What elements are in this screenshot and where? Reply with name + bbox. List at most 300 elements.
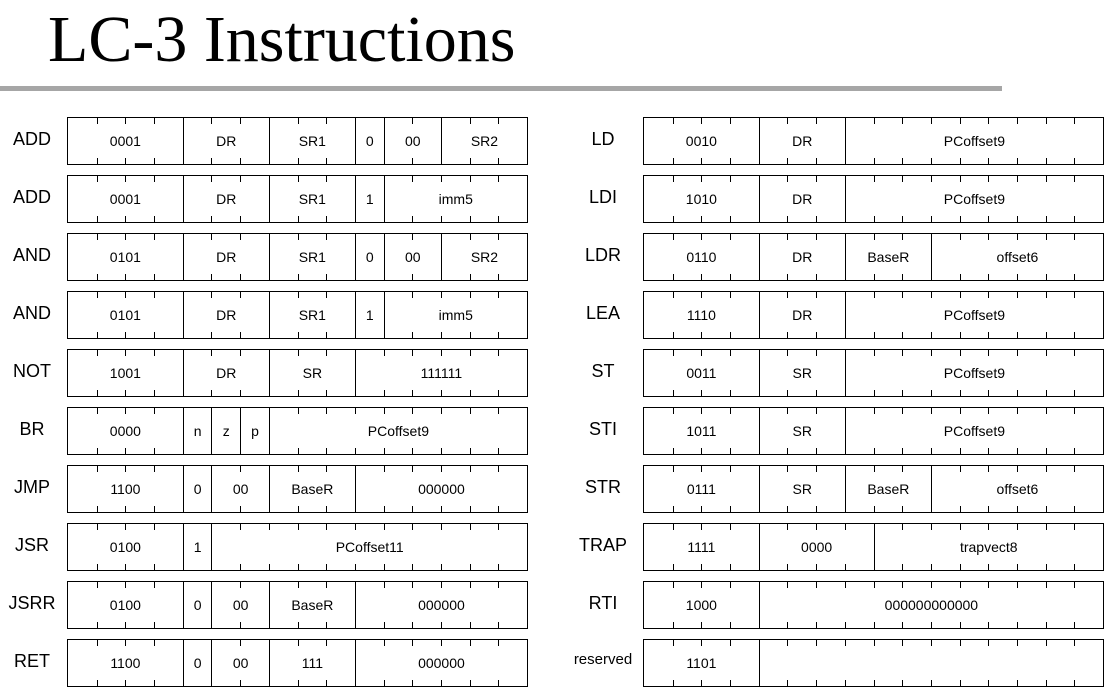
bit-field: imm5 (384, 176, 527, 222)
instruction-encoding-row (643, 581, 1104, 629)
instruction-name: RTI (588, 593, 618, 613)
bit-field: PCoffset9 (845, 292, 1103, 338)
bit-tick (125, 176, 126, 182)
bit-tick (211, 332, 212, 338)
bit-tick (960, 640, 961, 646)
bit-tick (988, 350, 989, 356)
bit-tick (326, 176, 327, 182)
bit-field: 0 (183, 582, 212, 628)
bit-tick (787, 390, 788, 396)
bit-tick (412, 390, 413, 396)
bit-field: DR (183, 350, 269, 396)
bit-tick (1017, 216, 1018, 222)
bit-field: DR (759, 118, 845, 164)
bit-tick (384, 274, 385, 280)
bit-tick (441, 274, 442, 280)
bit-tick (326, 622, 327, 628)
bit-tick (960, 466, 961, 472)
bit-tick (1046, 274, 1047, 280)
bit-tick (902, 640, 903, 646)
bit-tick (441, 680, 442, 686)
bit-tick (673, 176, 674, 182)
bit-tick (988, 582, 989, 588)
bit-tick (211, 176, 212, 182)
bit-tick (470, 680, 471, 686)
bit-tick (355, 118, 356, 124)
bit-tick (269, 564, 270, 570)
bit-field: SR (759, 408, 845, 454)
bit-tick (787, 216, 788, 222)
bit-tick (240, 582, 241, 588)
bit-tick (902, 680, 903, 686)
bit-tick (1074, 118, 1075, 124)
bit-tick (902, 622, 903, 628)
bit-tick (355, 506, 356, 512)
bit-tick (874, 524, 875, 530)
bit-tick (874, 390, 875, 396)
bit-tick (902, 390, 903, 396)
bit-tick (988, 680, 989, 686)
bit-tick (730, 524, 731, 530)
bit-field: BaseR (269, 582, 355, 628)
bit-tick (154, 216, 155, 222)
bit-tick (1074, 564, 1075, 570)
bit-tick (960, 332, 961, 338)
bit-tick (960, 274, 961, 280)
bit-field: DR (759, 234, 845, 280)
bit-tick (240, 622, 241, 628)
bit-tick (931, 118, 932, 124)
bit-tick (97, 332, 98, 338)
bit-tick (988, 408, 989, 414)
bit-tick (125, 564, 126, 570)
bit-tick (845, 274, 846, 280)
bit-tick (441, 564, 442, 570)
bit-tick (355, 448, 356, 454)
bit-tick (787, 524, 788, 530)
bit-field: 1000 (685, 597, 717, 613)
bit-tick (845, 582, 846, 588)
bit-field: 0111 (686, 481, 716, 497)
bit-tick (902, 118, 903, 124)
bit-tick (154, 234, 155, 240)
bit-tick (384, 350, 385, 356)
bit-tick (960, 292, 961, 298)
bit-tick (269, 506, 270, 512)
bit-field: DR (759, 176, 845, 222)
bit-tick (988, 564, 989, 570)
bit-tick (355, 582, 356, 588)
bit-tick (125, 332, 126, 338)
bit-field: SR1 (269, 292, 355, 338)
bit-tick (931, 582, 932, 588)
bit-tick (988, 234, 989, 240)
bit-tick (240, 292, 241, 298)
bit-field: 00 (211, 466, 268, 512)
bit-tick (97, 640, 98, 646)
bit-tick (183, 506, 184, 512)
bit-tick (701, 332, 702, 338)
bit-tick (211, 390, 212, 396)
bit-tick (845, 332, 846, 338)
title-divider (0, 86, 1002, 91)
bit-tick (326, 582, 327, 588)
bit-tick (326, 408, 327, 414)
bit-field: 0 (355, 118, 384, 164)
bit-tick (97, 466, 98, 472)
bit-tick (931, 234, 932, 240)
instruction-encoding-row (67, 291, 528, 339)
bit-field: SR1 (269, 234, 355, 280)
bit-tick (1046, 176, 1047, 182)
bit-tick (730, 640, 731, 646)
instruction-name: NOT (13, 361, 51, 381)
bit-tick (412, 524, 413, 530)
bit-field: PCoffset9 (269, 408, 527, 454)
bit-tick (931, 680, 932, 686)
bit-tick (154, 524, 155, 530)
instruction-encoding-row (643, 291, 1104, 339)
bit-tick (931, 640, 932, 646)
bit-tick (988, 176, 989, 182)
bit-tick (298, 564, 299, 570)
bit-tick (1017, 466, 1018, 472)
bit-tick (269, 332, 270, 338)
bit-tick (298, 680, 299, 686)
bit-tick (701, 292, 702, 298)
bit-field: 000000 (355, 582, 527, 628)
bit-tick (701, 448, 702, 454)
bit-tick (498, 506, 499, 512)
bit-tick (673, 118, 674, 124)
bit-tick (298, 118, 299, 124)
bit-tick (355, 332, 356, 338)
bit-tick (874, 274, 875, 280)
instruction-name: JSR (14, 535, 49, 555)
bit-tick (730, 564, 731, 570)
bit-tick (498, 564, 499, 570)
bit-tick (1046, 448, 1047, 454)
bit-tick (988, 640, 989, 646)
bit-tick (960, 564, 961, 570)
bit-tick (326, 680, 327, 686)
bit-tick (211, 350, 212, 356)
bit-tick (211, 680, 212, 686)
bit-field: 0100 (109, 539, 141, 555)
bit-tick (97, 622, 98, 628)
bit-tick (845, 216, 846, 222)
instruction-encoding-row (67, 117, 528, 165)
bit-tick (759, 234, 760, 240)
instruction-name: RET (14, 651, 50, 671)
bit-tick (211, 564, 212, 570)
bit-field: 111 (269, 640, 355, 686)
bit-field: 0101 (109, 307, 141, 323)
bit-tick (759, 176, 760, 182)
bit-tick (787, 158, 788, 164)
bit-tick (498, 274, 499, 280)
bit-tick (1074, 292, 1075, 298)
bit-tick (988, 274, 989, 280)
bit-tick (470, 506, 471, 512)
bit-tick (1017, 234, 1018, 240)
bit-tick (441, 582, 442, 588)
bit-tick (412, 582, 413, 588)
bit-field: PCoffset9 (845, 350, 1103, 396)
bit-tick (269, 234, 270, 240)
bit-tick (326, 292, 327, 298)
bit-field: DR (183, 176, 269, 222)
bit-tick (960, 176, 961, 182)
bit-tick (673, 350, 674, 356)
bit-tick (269, 158, 270, 164)
bit-tick (384, 118, 385, 124)
bit-tick (470, 176, 471, 182)
bit-tick (441, 622, 442, 628)
bit-field: p (240, 408, 269, 454)
bit-tick (498, 350, 499, 356)
bit-tick (960, 158, 961, 164)
bit-tick (759, 274, 760, 280)
instruction-encoding-row (643, 175, 1104, 223)
bit-tick (787, 466, 788, 472)
bit-tick (730, 622, 731, 628)
bit-tick (874, 680, 875, 686)
bit-tick (154, 118, 155, 124)
bit-tick (211, 158, 212, 164)
bit-tick (154, 176, 155, 182)
bit-field: SR1 (269, 176, 355, 222)
bit-tick (902, 332, 903, 338)
bit-tick (845, 118, 846, 124)
bit-tick (183, 274, 184, 280)
bit-tick (759, 524, 760, 530)
instruction-encoding-row (67, 407, 528, 455)
bit-tick (673, 524, 674, 530)
bit-tick (412, 408, 413, 414)
bit-tick (673, 506, 674, 512)
bit-tick (470, 564, 471, 570)
bit-tick (125, 640, 126, 646)
bit-tick (269, 448, 270, 454)
bit-field: 00 (211, 582, 268, 628)
bit-tick (441, 350, 442, 356)
bit-tick (154, 680, 155, 686)
bit-tick (960, 524, 961, 530)
bit-tick (183, 524, 184, 530)
bit-tick (154, 274, 155, 280)
bit-tick (759, 216, 760, 222)
bit-tick (701, 466, 702, 472)
bit-field: SR2 (441, 234, 527, 280)
bit-field: BaseR (269, 466, 355, 512)
bit-tick (298, 234, 299, 240)
bit-tick (412, 118, 413, 124)
bit-tick (673, 448, 674, 454)
bit-tick (816, 158, 817, 164)
bit-tick (326, 564, 327, 570)
bit-tick (902, 466, 903, 472)
bit-tick (498, 680, 499, 686)
bit-tick (298, 292, 299, 298)
bit-tick (154, 332, 155, 338)
bit-tick (470, 292, 471, 298)
bit-tick (1046, 622, 1047, 628)
bit-tick (730, 466, 731, 472)
bit-tick (988, 216, 989, 222)
bit-tick (240, 332, 241, 338)
bit-tick (412, 332, 413, 338)
bit-tick (412, 176, 413, 182)
bit-tick (845, 390, 846, 396)
bit-tick (787, 622, 788, 628)
bit-tick (902, 176, 903, 182)
bit-tick (874, 176, 875, 182)
bit-tick (154, 622, 155, 628)
instruction-name: ADD (12, 129, 51, 149)
bit-tick (298, 448, 299, 454)
bit-tick (125, 524, 126, 530)
bit-tick (845, 292, 846, 298)
bit-tick (874, 158, 875, 164)
bit-tick (384, 176, 385, 182)
bit-tick (154, 408, 155, 414)
bit-tick (355, 564, 356, 570)
bit-tick (730, 582, 731, 588)
bit-tick (441, 292, 442, 298)
bit-tick (97, 390, 98, 396)
bit-tick (240, 390, 241, 396)
bit-tick (730, 408, 731, 414)
bit-tick (673, 582, 674, 588)
bit-tick (902, 506, 903, 512)
bit-tick (441, 506, 442, 512)
bit-tick (1074, 274, 1075, 280)
bit-tick (269, 118, 270, 124)
bit-tick (154, 564, 155, 570)
bit-tick (787, 564, 788, 570)
bit-field: 0000 (759, 524, 874, 570)
bit-tick (355, 292, 356, 298)
bit-tick (470, 274, 471, 280)
bit-tick (759, 158, 760, 164)
bit-tick (470, 332, 471, 338)
bit-tick (673, 680, 674, 686)
bit-tick (240, 466, 241, 472)
bit-tick (183, 640, 184, 646)
bit-tick (701, 234, 702, 240)
bit-tick (988, 466, 989, 472)
bit-tick (1074, 408, 1075, 414)
bit-tick (97, 506, 98, 512)
bit-field: 0100 (109, 597, 141, 613)
bit-tick (701, 680, 702, 686)
bit-tick (1017, 640, 1018, 646)
bit-tick (498, 448, 499, 454)
bit-tick (412, 466, 413, 472)
bit-tick (183, 680, 184, 686)
bit-tick (240, 350, 241, 356)
bit-tick (1046, 466, 1047, 472)
bit-tick (211, 622, 212, 628)
bit-tick (1074, 640, 1075, 646)
bit-tick (730, 332, 731, 338)
bit-field: z (211, 408, 240, 454)
bit-tick (730, 448, 731, 454)
instruction-name: JMP (14, 477, 50, 497)
bit-tick (498, 332, 499, 338)
bit-tick (816, 680, 817, 686)
bit-tick (97, 448, 98, 454)
bit-tick (931, 292, 932, 298)
bit-tick (931, 408, 932, 414)
bit-tick (931, 524, 932, 530)
bit-tick (355, 622, 356, 628)
bit-tick (183, 390, 184, 396)
instruction-encoding-row (643, 639, 1104, 687)
bit-tick (298, 216, 299, 222)
bit-tick (902, 274, 903, 280)
bit-tick (1017, 448, 1018, 454)
bit-tick (730, 234, 731, 240)
bit-tick (730, 274, 731, 280)
bit-tick (125, 274, 126, 280)
bit-tick (154, 350, 155, 356)
bit-tick (125, 582, 126, 588)
bit-tick (384, 582, 385, 588)
bit-tick (240, 448, 241, 454)
bit-tick (960, 408, 961, 414)
bit-tick (269, 622, 270, 628)
instruction-encoding-row (67, 581, 528, 629)
bit-tick (701, 524, 702, 530)
page-title: LC-3 Instructions (48, 3, 516, 76)
bit-tick (759, 506, 760, 512)
bit-tick (326, 448, 327, 454)
bit-tick (470, 118, 471, 124)
bit-tick (1046, 564, 1047, 570)
bit-tick (211, 640, 212, 646)
bit-tick (154, 466, 155, 472)
bit-tick (326, 216, 327, 222)
bit-tick (441, 176, 442, 182)
bit-tick (412, 680, 413, 686)
instruction-name: ST (591, 361, 615, 381)
bit-tick (902, 158, 903, 164)
bit-tick (816, 390, 817, 396)
bit-tick (498, 408, 499, 414)
bit-tick (441, 524, 442, 530)
bit-tick (1017, 506, 1018, 512)
bit-tick (816, 408, 817, 414)
bit-tick (269, 640, 270, 646)
bit-tick (470, 390, 471, 396)
bit-tick (355, 350, 356, 356)
bit-tick (701, 622, 702, 628)
bit-tick (845, 158, 846, 164)
bit-tick (298, 466, 299, 472)
bit-tick (1017, 390, 1018, 396)
bit-tick (816, 622, 817, 628)
bit-tick (125, 350, 126, 356)
bit-tick (673, 332, 674, 338)
bit-tick (874, 622, 875, 628)
bit-tick (874, 118, 875, 124)
bit-tick (240, 640, 241, 646)
bit-tick (874, 216, 875, 222)
bit-tick (730, 118, 731, 124)
bit-tick (211, 118, 212, 124)
